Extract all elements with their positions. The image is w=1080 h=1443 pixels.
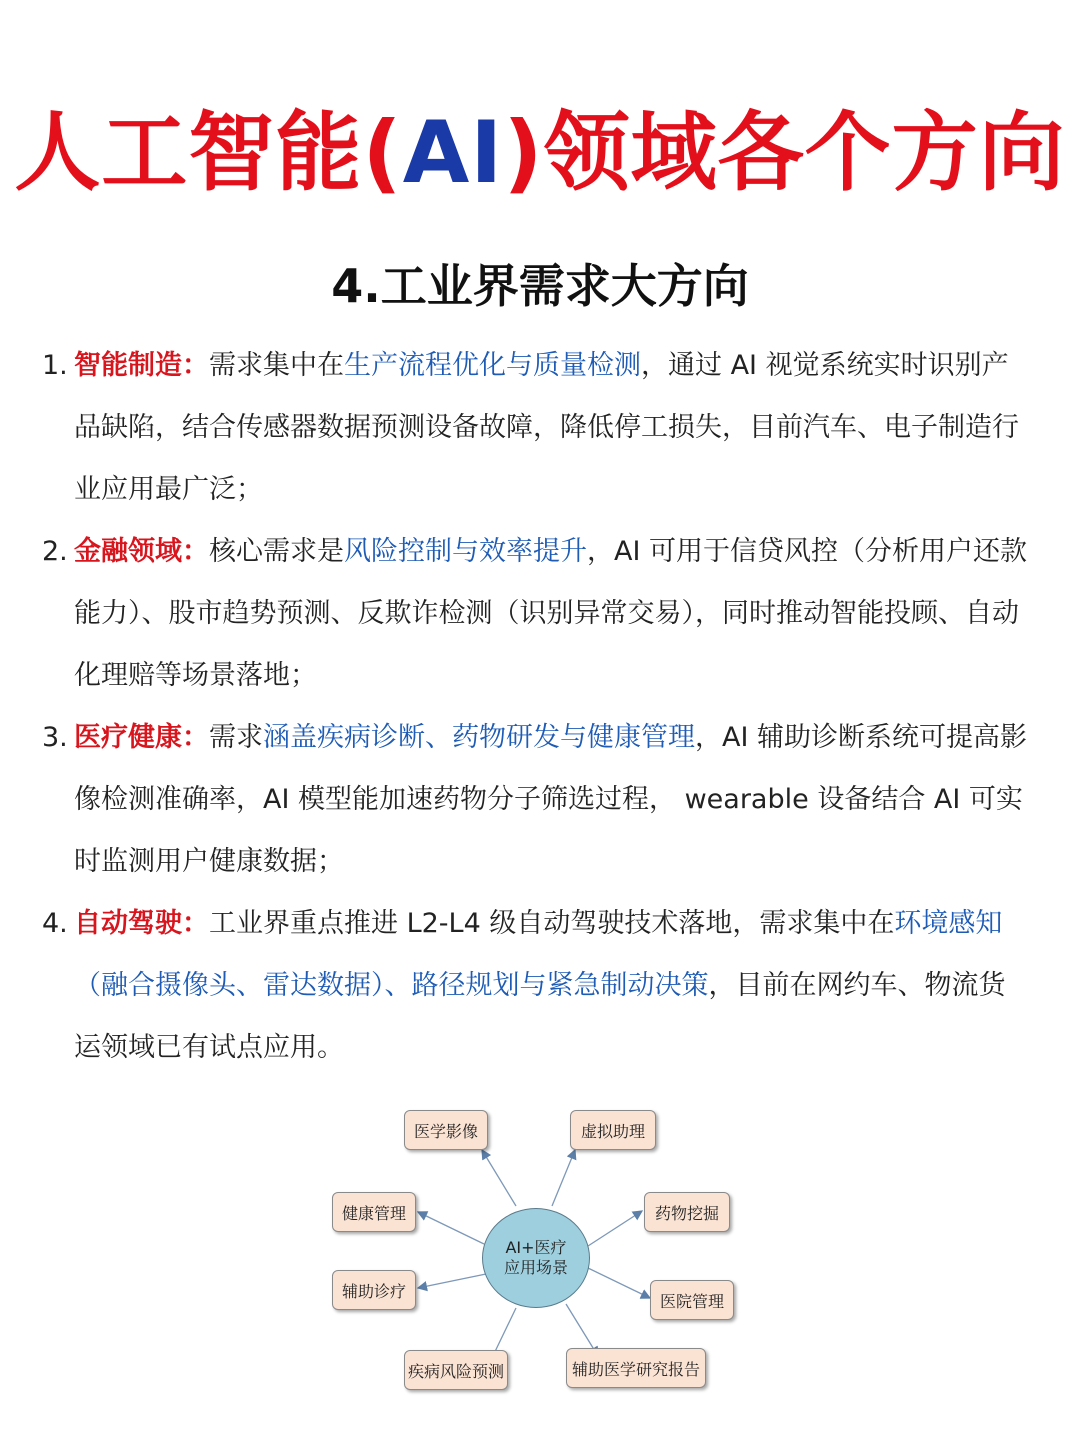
item-text-post: ，AI 可用于信贷风控（分析用户还款能力）、股市趋势预测、反欺诈检测（识别异常交易），同时推动智能投顾、自动化理赔等场景落地；	[74, 536, 1028, 691]
page-title	[0, 98, 1080, 208]
list-item-autonomous-driving	[42, 893, 1032, 1079]
ai-medical-diagram	[320, 1098, 750, 1398]
node-disease-risk-prediction: 疾病风险预测	[404, 1350, 508, 1390]
item-heading: 自动驾驶：	[74, 908, 209, 939]
list-item-manufacturing	[42, 335, 1032, 521]
node-medical-imaging: 医学影像	[404, 1110, 488, 1150]
item-highlight: 涵盖疾病诊断、药物研发与健康管理	[263, 722, 695, 753]
item-text-post: ，目前在网约车、物流货运领域已有试点应用。	[74, 970, 1006, 1063]
title-part-3: )领域各个方向	[503, 103, 1066, 203]
node-hospital-management: 医院管理	[650, 1280, 734, 1320]
item-text-post: ，AI 辅助诊断系统可提高影像检测准确率，AI 模型能加速药物分子筛选过程， wearable 设备结合 AI 可实时监测用户健康数据；	[74, 722, 1028, 877]
center-node	[482, 1208, 590, 1308]
item-highlight: 风险控制与效率提升	[344, 536, 587, 567]
arrow-to-assisted-diagnosis	[418, 1274, 486, 1288]
node-health-management: 健康管理	[332, 1192, 416, 1232]
list-item-finance	[42, 521, 1032, 707]
node-research-report: 辅助医学研究报告	[566, 1348, 706, 1388]
title-part-ai: AI	[402, 103, 504, 203]
item-number: 1.	[42, 350, 68, 381]
item-text-pre: 核心需求是	[209, 536, 344, 567]
arrow-to-drug-mining	[588, 1211, 642, 1246]
item-highlight: 生产流程优化与质量检测	[344, 350, 641, 381]
item-heading: 智能制造：	[74, 350, 209, 381]
item-text-pre: 工业界重点推进 L2-L4 级自动驾驶技术落地，需求集中在	[209, 908, 895, 939]
item-heading: 金融领域：	[74, 536, 209, 567]
arrow-to-hospital-management	[588, 1268, 650, 1298]
item-highlight: 环境感知（融合摄像头、雷达数据）、路径规划与紧急制动决策	[74, 908, 1003, 1001]
node-assisted-diagnosis: 辅助诊疗	[332, 1270, 416, 1310]
node-drug-mining: 药物挖掘	[644, 1192, 730, 1232]
item-number: 4.	[42, 908, 68, 939]
arrow-to-medical-imaging	[482, 1150, 516, 1206]
item-number: 3.	[42, 722, 68, 753]
title-part-1: 人工智能(	[14, 103, 403, 203]
item-text-pre: 需求集中在	[209, 350, 344, 381]
center-line-2: 应用场景	[503, 1258, 568, 1277]
section-subtitle: 4.工业界需求大方向	[331, 259, 749, 313]
item-text-pre: 需求	[209, 722, 263, 753]
demand-list	[42, 335, 1032, 1079]
item-heading: 医疗健康：	[74, 722, 209, 753]
arrow-to-health-management	[418, 1212, 484, 1244]
list-item-healthcare	[42, 707, 1032, 893]
center-line-1: AI+医疗	[505, 1238, 567, 1257]
item-text-post: ，通过 AI 视觉系统实时识别产品缺陷，结合传感器数据预测设备故障，降低停工损失，目前汽车、电子制造行业应用最广泛；	[74, 350, 1019, 505]
item-number: 2.	[42, 536, 68, 567]
node-virtual-assistant: 虚拟助理	[570, 1110, 656, 1150]
arrow-to-virtual-assistant	[552, 1150, 575, 1206]
